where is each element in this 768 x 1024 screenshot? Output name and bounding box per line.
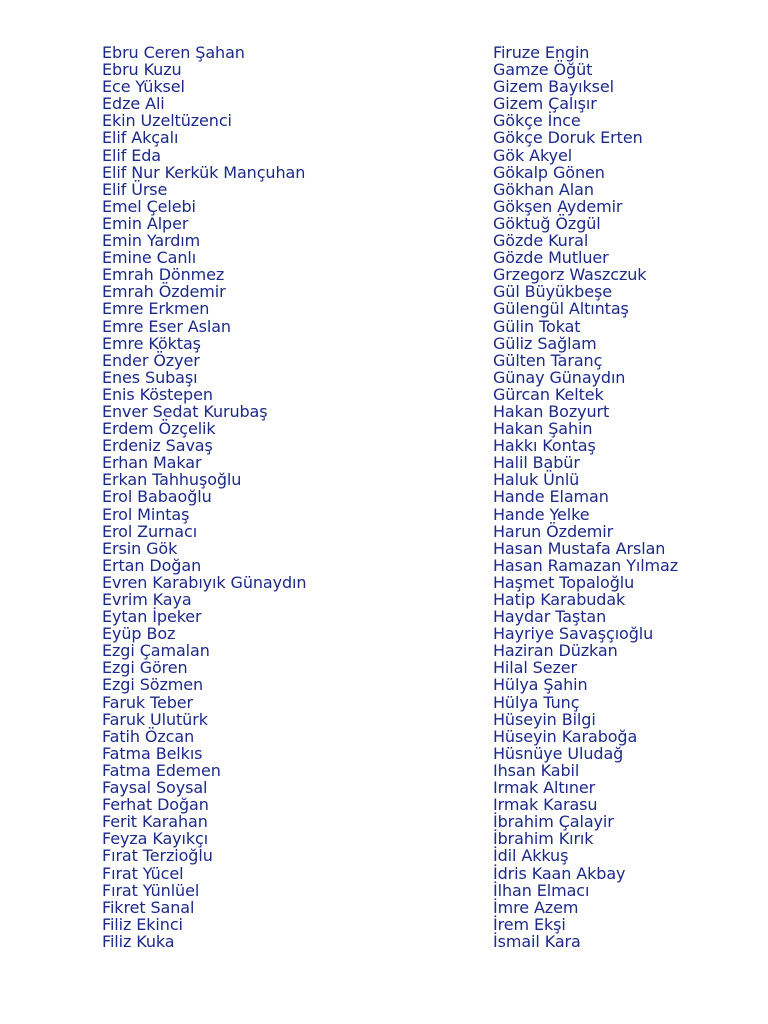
name-list-item: Enis Köstepen xyxy=(102,384,213,404)
name-list-item: Ersin Gök xyxy=(102,538,178,558)
name-list-item: Erdem Özçelik xyxy=(102,419,216,439)
name-list-item: Hasan Ramazan Yılmaz xyxy=(493,555,679,575)
name-list-item: Günay Günaydın xyxy=(493,367,626,387)
name-list-item: Hülya Şahin xyxy=(493,675,588,695)
name-list-item: Hakkı Kontaş xyxy=(493,436,596,456)
name-list-item: Erdeniz Savaş xyxy=(102,436,213,456)
name-list-item: Fatma Edemen xyxy=(102,760,221,780)
name-list-item: Ece Yüksel xyxy=(102,77,185,97)
name-list-item: Gökhan Alan xyxy=(493,179,594,199)
name-list-item: Haziran Düzkan xyxy=(493,641,618,661)
name-list-item: Fırat Yücel xyxy=(102,863,184,883)
name-list-item: Emre Erkmen xyxy=(102,299,210,319)
name-list-item: İmre Azem xyxy=(493,897,579,917)
name-list-item: Enver Sedat Kurubaş xyxy=(102,401,268,421)
name-list-item: İbrahim Çalayir xyxy=(493,812,614,832)
name-list-item: İsmail Kara xyxy=(493,931,581,951)
name-list-item: Ebru Kuzu xyxy=(102,60,182,80)
names-column-left xyxy=(102,44,462,950)
name-list-item: Erkan Tahhuşoğlu xyxy=(102,470,242,490)
name-list-item: Hakan Bozyurt xyxy=(493,401,610,421)
name-list-item: Gökalp Gönen xyxy=(493,162,605,182)
name-list-item: Ezgi Sözmen xyxy=(102,675,204,695)
name-list-item: Emin Alper xyxy=(102,213,189,233)
name-list-item: Ebru Ceren Şahan xyxy=(102,43,245,62)
name-list-item: Gülengül Altıntaş xyxy=(493,299,629,319)
name-list-item: Evren Karabıyık Günaydın xyxy=(102,572,307,592)
name-list-item: Ender Özyer xyxy=(102,350,200,370)
name-list-item: Emin Yardım xyxy=(102,231,201,251)
name-list-item: Grzegorz Waszczuk xyxy=(493,265,647,285)
name-list-item: Haydar Taştan xyxy=(493,607,607,627)
name-list-item: Elif Ürse xyxy=(102,179,168,199)
name-list-item: Ezgi Çamalan xyxy=(102,641,210,661)
name-list-item: Ferit Karahan xyxy=(102,812,208,832)
name-list-item: Gürcan Keltek xyxy=(493,384,604,404)
name-list-item: Fikret Sanal xyxy=(102,897,195,917)
name-list-item: Haluk Ünlü xyxy=(493,470,580,490)
name-list-item: Emre Eser Aslan xyxy=(102,316,231,336)
name-list-item: Gök Akyel xyxy=(493,145,573,165)
name-list-item: Gözde Mutluer xyxy=(493,248,609,268)
name-list-item: Gül Büyükbeşe xyxy=(493,282,612,302)
name-list-item: Erol Mintaş xyxy=(102,504,190,524)
name-list-item: Edze Ali xyxy=(102,94,165,114)
name-list-item: İrem Ekşi xyxy=(493,914,566,934)
name-list-item: Gamze Öğüt xyxy=(493,60,593,80)
name-list-item: Hüseyin Bilgi xyxy=(493,709,596,729)
name-list-item: Emrah Dönmez xyxy=(102,265,225,285)
name-list-item: İlhan Elmacı xyxy=(493,880,590,900)
name-list-item: Faruk Ulutürk xyxy=(102,709,208,729)
name-list-item: Elif Nur Kerkük Mançuhan xyxy=(102,162,306,182)
name-list-item: Ekin Uzeltüzenci xyxy=(102,111,232,131)
name-list-item: Feyza Kayıkçı xyxy=(102,829,209,849)
name-list-item: Gülin Tokat xyxy=(493,316,581,336)
name-list-item: Hasan Mustafa Arslan xyxy=(493,538,666,558)
name-list-item: Eyüp Boz xyxy=(102,624,176,644)
name-list-item: Hüseyin Karaboğa xyxy=(493,726,638,746)
name-list-item: Hilal Sezer xyxy=(493,658,577,678)
name-list-item: Harun Özdemir xyxy=(493,521,614,541)
name-list-item: Filiz Ekinci xyxy=(102,914,183,934)
name-list-item: Elif Akçalı xyxy=(102,128,179,148)
name-list-item: Faruk Teber xyxy=(102,692,193,712)
name-list-item: Evrim Kaya xyxy=(102,590,192,609)
name-list-item: Elif Eda xyxy=(102,145,161,165)
name-list-item: Emel Çelebi xyxy=(102,196,196,216)
name-list-item: Ferhat Doğan xyxy=(102,795,209,815)
name-list-item: Gizem Bayıksel xyxy=(493,77,614,97)
name-list-item: Hatip Karabudak xyxy=(493,590,626,609)
name-list-item: İdil Akkuş xyxy=(493,846,569,866)
name-list-item: Filiz Kuka xyxy=(102,931,175,951)
name-list-item: Erol Zurnacı xyxy=(102,521,198,541)
name-list-item: Enes Subaşı xyxy=(102,367,198,387)
name-list-item: Erol Babaoğlu xyxy=(102,487,212,507)
name-list-item: Eytan İpeker xyxy=(102,607,202,627)
name-list-item: Gülten Taranç xyxy=(493,350,603,370)
name-list-item: Halil Babür xyxy=(493,453,580,473)
name-list-item: Erhan Makar xyxy=(102,453,202,473)
name-list-item: Hande Yelke xyxy=(493,504,590,524)
name-list-item: Emre Köktaş xyxy=(102,333,201,353)
name-list-item: Gizem Çalışır xyxy=(493,94,597,114)
name-list-item: İbrahim Kırık xyxy=(493,829,594,849)
name-list-item: Faysal Soysal xyxy=(102,778,208,798)
name-list-item: Irmak Altıner xyxy=(493,778,596,798)
name-list-item: Hüsnüye Uludağ xyxy=(493,743,624,763)
name-list-item: Ihsan Kabil xyxy=(493,760,580,780)
name-list-item: Hülya Tunç xyxy=(493,692,580,712)
name-list-item: Gökçe İnce xyxy=(493,111,581,131)
name-list-item: Gökşen Aydemir xyxy=(493,196,623,216)
name-list-item: Gözde Kural xyxy=(493,231,589,251)
name-list-item: Hayriye Savaşçıoğlu xyxy=(493,624,654,644)
name-list-item: Emrah Özdemir xyxy=(102,282,226,302)
name-list-item: Güliz Sağlam xyxy=(493,333,597,353)
name-list-item: Emine Canlı xyxy=(102,248,197,268)
name-list-item: Irmak Karasu xyxy=(493,795,598,815)
name-list-item: Hakan Şahin xyxy=(493,419,593,439)
name-list-item: Fatih Özcan xyxy=(102,726,195,746)
names-column-right xyxy=(493,44,763,950)
name-list-item: Gökçe Doruk Erten xyxy=(493,128,643,148)
name-list-item: İdris Kaan Akbay xyxy=(493,863,626,883)
name-list-item: Hande Elaman xyxy=(493,487,609,507)
name-list-item: Fatma Belkıs xyxy=(102,743,203,763)
name-list-item: Fırat Terzioğlu xyxy=(102,846,213,866)
name-list-item: Ezgi Gören xyxy=(102,658,188,678)
name-list-item: Firuze Engin xyxy=(493,43,590,62)
name-list-item: Göktuğ Özgül xyxy=(493,213,601,233)
name-list-item: Haşmet Topaloğlu xyxy=(493,572,635,592)
name-list-item: Ertan Doğan xyxy=(102,555,202,575)
name-list-item: Fırat Yünlüel xyxy=(102,880,200,900)
